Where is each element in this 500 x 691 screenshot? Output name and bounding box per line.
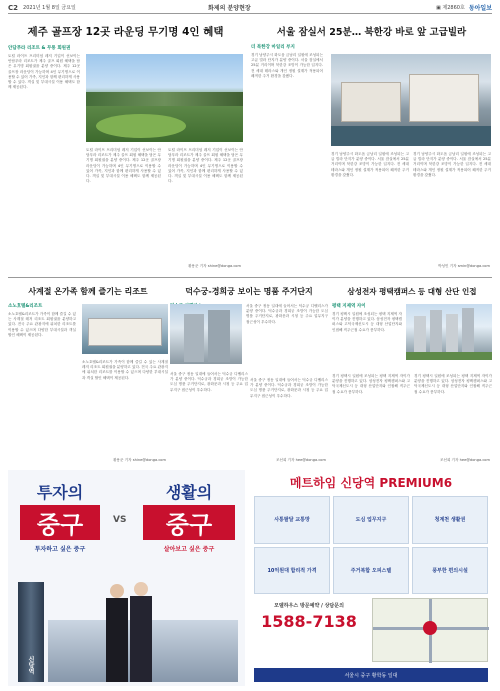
article-title: 사계절 온가족 함께 즐기는 리조트	[28, 287, 148, 296]
ad-heading-life	[143, 480, 235, 553]
premium-item	[333, 547, 409, 595]
ad-premium-title: 메트하임 신당역 PREMIUM6	[289, 476, 453, 490]
premium-item	[254, 496, 330, 544]
ad-line-junggu-2: 중구	[143, 505, 235, 540]
apartment-complex-photo	[406, 304, 492, 360]
premium-label: 도심 업무지구	[355, 517, 387, 524]
premium-label: 청계천 생활권	[434, 517, 466, 524]
article-title: 제주 골프장 12곳 라운딩 무기명 4인 혜택	[27, 26, 224, 38]
article-body-col2: 소노호텔&리조트가 가족이 함께 즐길 수 있는 사계절 레저 리조트 회원권을 분양하고 있다. 전국 주요 관광지에 위치한 리조트를 이용할 수 있으며 다양한 부대시설과 객실 할인 혜택이 제공된다.	[82, 360, 168, 380]
article-body: 소노호텔&리조트가 가족이 함께 즐길 수 있는 사계절 레저 리조트 회원권을 분양하고 있다. 전국 주요 관광지에 위치한 리조트를 이용할 수 있으며 다양한 부대시설과 객실 할인 혜택이 제공된다.	[8, 312, 76, 337]
ad-line-life: 생활의	[165, 483, 213, 502]
ad-heading-invest	[20, 480, 100, 553]
ad-sub-life: 살아보고 싶은 중구	[163, 546, 215, 553]
article-body-col3: 토털 라이프 프리미엄 레저 기업이 선보이는 안담푸라 리조트가 제주 골프 회원 혜택을 담은 무기명 회원권을 분양 중이다. 제주 12곳 골프장 라운딩이 가능하며 4인 무기명으로 이용할 수 있어 가족, 지인과 함께 편리하게 사용할 수 있다. 객실 및 부대시설 이용 혜택도 함께 제공된다.	[168, 148, 243, 184]
article-body-col2: 경기 남양주시 화도읍 금남리 일원에 조성되는 고급 빌라 단지가 분양 중이다. 서울 잠실에서 25분 거리이며 북한강 조망이 가능한 입지다. 전 세대 테라스와 개인 정원 설계가 적용되어 쾌적한 주거 환경을 갖췄다.	[331, 152, 409, 177]
resort-photo	[82, 304, 168, 354]
ad-line-junggu-1: 중구	[20, 505, 100, 540]
golf-course-photo	[86, 54, 243, 142]
article-deoksugung	[170, 282, 328, 467]
premium-item	[254, 547, 330, 595]
article-reporter: 황용준 기자 shine@donga.com	[113, 458, 166, 462]
article-body: 경기 평택시 일원에 조성되는 평택 지제역 자이가 분양을 진행하고 있다. 삼성전자 평택캠퍼스와 고덕국제신도시 등 대형 산업단지와 인접해 직주근접 수요가 풍부하다.	[332, 312, 402, 332]
issue-number: ▣ 제2860호	[436, 5, 465, 11]
premium-item	[412, 547, 488, 595]
page-number: C2	[8, 3, 19, 12]
article-source: 소노호텔&리조트	[8, 304, 43, 309]
section-title: 화제의 분양현장	[208, 5, 251, 12]
article-body-col3: 경기 남양주시 화도읍 금남리 일원에 조성되는 고급 빌라 단지가 분양 중이다. 서울 잠실에서 25분 거리이며 북한강 조망이 가능한 입지다. 전 세대 테라스와 개인 정원 설계가 적용되어 쾌적한 주거 환경을 갖췄다.	[413, 152, 491, 177]
article-body-col3: 경기 평택시 일원에 조성되는 평택 지제역 자이가 분양을 진행하고 있다. 삼성전자 평택캠퍼스와 고덕국제신도시 등 대형 산업단지와 인접해 직주근접 수요가 풍부하다.	[414, 374, 492, 394]
ad-couple-figure	[106, 578, 158, 682]
article-title: 삼성전자 평택캠퍼스 등 대형 산단 인접	[347, 287, 477, 296]
article-resort	[8, 282, 168, 467]
article-source: 안담푸라 리조트 & 무통 회원권	[8, 46, 71, 51]
premium-label: 사통팔달 교통망	[274, 517, 310, 524]
article-body: 토털 라이프 프리미엄 레저 기업이 선보이는 안담푸라 리조트가 제주 골프 회원 혜택을 담은 무기명 회원권을 분양 중이다. 제주 12곳 골프장 라운딩이 가능하며 4인 무기명으로 이용할 수 있어 가족, 지인과 함께 편리하게 사용할 수 있다. 객실 및 부대시설 이용 혜택도 함께 제공된다.	[8, 54, 80, 90]
article-body-col3: 서울 중구 정동 일대에 들어서는 덕수궁 디팰리스가 분양 중이다. 덕수궁과 경희궁 조망이 가능한 도심 명품 주거단지로, 광화문과 시청 등 주요 업무지구 접근성이 우수하다.	[250, 378, 328, 398]
article-reporter: 박성민 기자 smin@donga.com	[438, 264, 490, 268]
article-body-col2: 경기 평택시 일원에 조성되는 평택 지제역 자이가 분양을 진행하고 있다. 삼성전자 평택캠퍼스와 고덕국제신도시 등 대형 산업단지와 인접해 직주근접 수요가 풍부하다.	[332, 374, 410, 394]
phone-label: 모델하우스 방문예약 / 상담문의	[274, 603, 344, 609]
ad-vs: VS	[113, 515, 127, 525]
page-header	[8, 2, 492, 14]
newspaper-logo: 동아일보	[468, 5, 492, 12]
article-seoul-villa	[251, 18, 492, 273]
article-reporter: 조선희 기자 hee@donga.com	[440, 458, 490, 462]
article-source: 평택 지제역 자이	[332, 304, 366, 309]
riverside-villa-photo	[331, 54, 491, 146]
premium-item	[412, 496, 488, 544]
article-pyeongtaek	[332, 282, 492, 467]
article-source: 더 북한강 마일리 부지	[251, 45, 295, 50]
premium-label: 풍부한 편의시설	[432, 567, 468, 574]
article-title: 서울 잠실서 25분… 북한강 바로 앞 고급빌라	[276, 27, 467, 38]
ad-sub-invest: 투자하고 싶은 중구	[34, 546, 86, 553]
divider	[8, 277, 492, 278]
address-bar: 서울시 중구 황학동 일대	[254, 668, 488, 682]
article-jeju-golf	[8, 18, 243, 273]
issue-date: 2021년 1월 8일 금요일	[23, 5, 76, 11]
premium-label: 10억원대 합리적 가격	[267, 567, 317, 574]
ad-left-panel	[8, 470, 245, 686]
ad-line-invest: 투자의	[36, 483, 84, 502]
article-body-col2: 토털 라이프 프리미엄 레저 기업이 선보이는 안담푸라 리조트가 제주 골프 회원 혜택을 담은 무기명 회원권을 분양 중이다. 제주 12곳 골프장 라운딩이 가능하며 4인 무기명으로 이용할 수 있어 가족, 지인과 함께 편리하게 사용할 수 있다. 객실 및 부대시설 이용 혜택도 함께 제공된다.	[86, 148, 161, 184]
premium-label: 주거복합 오피스텔	[350, 567, 392, 574]
article-reporter: 황용준 기자 shine@donga.com	[188, 264, 241, 268]
article-title: 덕수궁-경희궁 보이는 명품 주거단지	[185, 287, 313, 296]
location-map	[372, 598, 488, 662]
palace-residence-photo	[170, 304, 242, 364]
article-reporter: 조선희 기자 hee@donga.com	[276, 458, 326, 462]
ad-tower-image	[18, 582, 44, 682]
article-body: 서울 중구 정동 일대에 들어서는 덕수궁 디팰리스가 분양 중이다. 덕수궁과 경희궁 조망이 가능한 도심 명품 주거단지로, 광화문과 시청 등 주요 업무지구 접근성이 우수하다.	[246, 304, 328, 324]
premium-item	[333, 496, 409, 544]
ad-tower-label: 신당역	[27, 656, 34, 674]
phone-number[interactable]: 1588-7138	[261, 612, 357, 631]
article-body-col2: 서울 중구 정동 일대에 들어서는 덕수궁 디팰리스가 분양 중이다. 덕수궁과 경희궁 조망이 가능한 도심 명품 주거단지로, 광화문과 시청 등 주요 업무지구 접근성이 우수하다.	[170, 372, 248, 392]
premium-grid	[254, 496, 488, 594]
ad-right-panel	[250, 470, 492, 686]
article-body: 경기 남양주시 화도읍 금남리 일원에 조성되는 고급 빌라 단지가 분양 중이다. 서울 잠실에서 25분 거리이며 북한강 조망이 가능한 입지다. 전 세대 테라스와 개인 정원 설계가 적용되어 쾌적한 주거 환경을 갖췄다.	[251, 53, 323, 78]
